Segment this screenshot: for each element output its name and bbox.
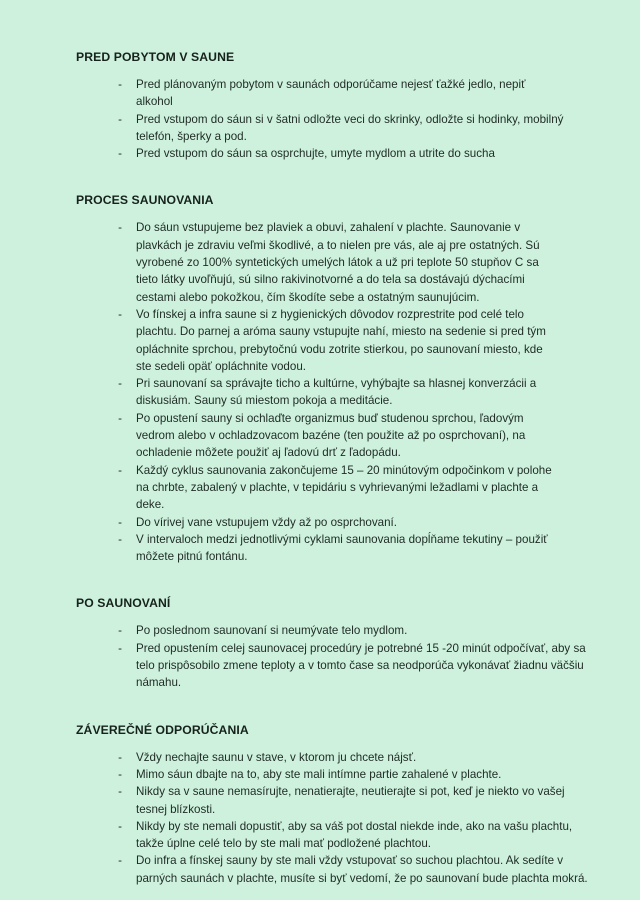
list-item [76, 306, 600, 375]
dash-bullet: - [118, 147, 122, 161]
item-text: Vždy nechajte saunu v stave, v ktorom ju chcete nájsť. [136, 750, 417, 764]
section-heading: PRED POBYTOM V SAUNE [76, 50, 235, 64]
dash-bullet: - [118, 854, 122, 868]
item-text: V intervaloch medzi jednotlivými cyklami saunovania dopĺňame tekutiny – použiť môžete pitnú fontánu. [136, 532, 548, 564]
item-list [76, 622, 600, 691]
item-text: Pri saunovaní sa správajte ticho a kultúrne, vyhýbajte sa hlasnej konverzácii a diskusiám. Sauny sú miestom pokoja a meditácie. [136, 377, 537, 408]
item-text: Vo fínskej a infra saune si z hygienických dôvodov rozprestrite pod celé telo plachtu. Do parnej a aróma sauny vstupujte nahí, miesto na sedenie si pred tým opláchnite sprchou, prebytočnú vodu zotrite stierkou, po saunovaní miesto, kde ste sedeli opäť opláchnite vodou. [136, 307, 546, 373]
item-text: Do vírivej vane vstupujem vždy až po osprchovaní. [136, 515, 397, 529]
list-item [76, 783, 600, 818]
item-list [76, 749, 600, 887]
section-proces-saunovania [76, 193, 600, 565]
section-pred-pobytom [76, 50, 600, 162]
dash-bullet: - [118, 532, 122, 546]
list-item [76, 410, 600, 462]
item-text: Po opustení sauny si ochlaďte organizmus buď studenou sprchou, ľadovým vedrom alebo v ochladzovacom bazéne (ten použite až po osprchovaní), na ochladenie môžete použiť aj ľadovú drť z ľadopádu. [136, 411, 526, 460]
item-text: Nikdy sa v saune nemasírujte, nenatierajte, neutierajte si pot, keď je niekto vo vašej tesnej blízkosti. [136, 785, 565, 816]
item-text: Pred plánovaným pobytom v saunách odporúčame nejesť ťažké jedlo, nepiť alkohol [136, 78, 526, 109]
dash-bullet: - [118, 463, 122, 477]
list-item [76, 531, 600, 566]
dash-bullet: - [118, 641, 122, 655]
dash-bullet: - [118, 819, 122, 833]
dash-bullet: - [118, 750, 122, 764]
list-item [76, 766, 600, 783]
list-item [76, 514, 600, 531]
item-text: Do infra a fínskej sauny by ste mali vždy vstupovať so suchou plachtou. Ak sedíte v parných saunách v plachte, musíte si byť vedomí, že po saunovaní bude plachta mokrá. [136, 854, 588, 885]
section-heading: PO SAUNOVANÍ [76, 596, 171, 611]
dash-bullet: - [118, 515, 122, 529]
list-item [76, 640, 600, 692]
list-item [76, 852, 600, 887]
list-item [76, 219, 600, 305]
dash-bullet: - [118, 221, 122, 235]
item-text: Mimo sáun dbajte na to, aby ste mali intímne partie zahalené v plachte. [136, 767, 502, 781]
dash-bullet: - [118, 624, 122, 638]
list-item [76, 145, 600, 162]
section-heading: PROCES SAUNOVANIA [76, 193, 214, 208]
item-text: Po poslednom saunovaní si neumývate telo mydlom. [136, 624, 408, 638]
dash-bullet: - [118, 767, 122, 781]
item-text: Pred opustením celej saunovacej procedúry je potrebné 15 -20 minút odpočívať, aby sa telo prispôsobilo zmene teploty a v tomto čase sa neodporúča vykonávať žiadnu väčšiu námahu. [136, 641, 586, 690]
item-list [76, 219, 600, 565]
dash-bullet: - [118, 411, 122, 425]
dash-bullet: - [118, 78, 122, 91]
section-po-saunovani [76, 596, 600, 691]
dash-bullet: - [118, 377, 122, 391]
list-item [76, 818, 600, 853]
list-item [76, 749, 600, 766]
dash-bullet: - [118, 112, 122, 126]
list-item [76, 375, 600, 410]
item-text: Pred vstupom do sáun si v šatni odložte veci do skrinky, odložte si hodinky, mobilný telefón, šperky a pod. [136, 112, 564, 143]
list-item [76, 76, 600, 111]
item-text: Do sáun vstupujeme bez plaviek a obuvi, zahalení v plachte. Saunovanie v plavkách je zdraviu veľmi škodlivé, a to nielen pre vás, ale aj pre ostatných. Sú vyrobené zo 100% syntetických umelých látok a už pri teplote 50 stupňov C sa tieto látky uvoľňujú, sú silno rakivinotvorné a do tela sa dostávajú dýchacími cestami alebo pokožkou, čím škodíte sebe a ostatným saunujúcim. [136, 221, 540, 304]
item-text: Každý cyklus saunovania zakončujeme 15 – 20 minútovým odpočinkom v polohe na chrbte, zabalený v plachte, v tepidáriu s vyhrievanými ležadlami v plachte a deke. [136, 463, 552, 512]
item-text: Pred vstupom do sáun sa osprchujte, umyte mydlom a utrite do sucha [136, 147, 495, 161]
list-item [76, 622, 600, 639]
list-item [76, 111, 600, 146]
dash-bullet: - [118, 785, 122, 799]
section-zaverecne-odporucania [76, 723, 600, 887]
section-heading: ZÁVEREČNÉ ODPORÚČANIA [76, 722, 249, 737]
item-text: Nikdy by ste nemali dopustiť, aby sa váš pot dostal niekde inde, ako na vašu plachtu, takže úplne celé telo by ste mali mať podložené plachtou. [136, 819, 573, 851]
dash-bullet: - [118, 307, 122, 321]
item-list [76, 76, 600, 162]
list-item [76, 462, 600, 514]
